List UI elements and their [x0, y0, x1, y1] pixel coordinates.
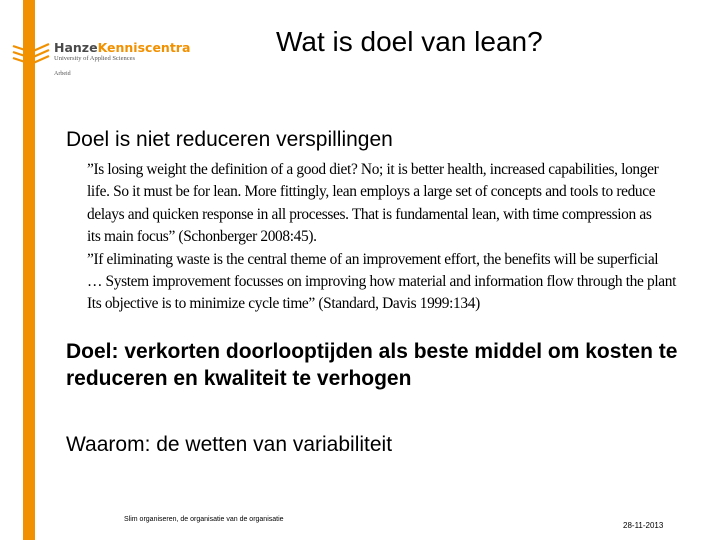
footer-text: Slim organiseren, de organisatie van de organisatie — [124, 516, 284, 523]
logo-subtitle: University of Applied Sciences — [54, 55, 136, 62]
logo-name-part1: Hanze — [54, 40, 98, 55]
quote-line: Its objective is to minimize cycle time” (Standard, Davis 1999:134) — [87, 295, 480, 313]
quote-line: its main focus” (Schonberger 2008:45). — [87, 228, 317, 246]
quote-line: ”Is losing weight the definition of a good diet? No; it is better health, increased capabilities, longer — [87, 161, 659, 178]
quote-line: … System improvement focusses on improving how material and information flow through the plant — [87, 273, 677, 291]
slide-subheading: Doel is niet reduceren verspillingen — [66, 128, 393, 151]
quote-block — [87, 159, 677, 321]
slide-title: Wat is doel van lean? — [276, 26, 543, 57]
quote-line: delays and quicken response in all processes. That is fundamental lean, with time compression as — [87, 205, 652, 223]
reason-statement: Waarom: de wetten van variabiliteit — [66, 433, 393, 456]
logo-name — [54, 40, 190, 55]
hanze-logo — [9, 38, 191, 86]
footer-date: 28-11-2013 — [623, 521, 664, 530]
quote-line: ”If eliminating waste is the central theme of an improvement effort, the benefits will be superficial — [87, 250, 659, 268]
hanze-logo-icon — [9, 38, 53, 68]
logo-department: Arbeid — [54, 71, 71, 77]
quote-line: life. So it must be for lean. More fittingly, lean employs a large set of concepts and tools to reduce — [87, 183, 656, 201]
goal-statement: Doel: verkorten doorlooptijden als beste middel om kosten te reduceren en kwaliteit te verhogen — [66, 340, 678, 390]
logo-name-part2: Kenniscentra — [97, 40, 191, 55]
